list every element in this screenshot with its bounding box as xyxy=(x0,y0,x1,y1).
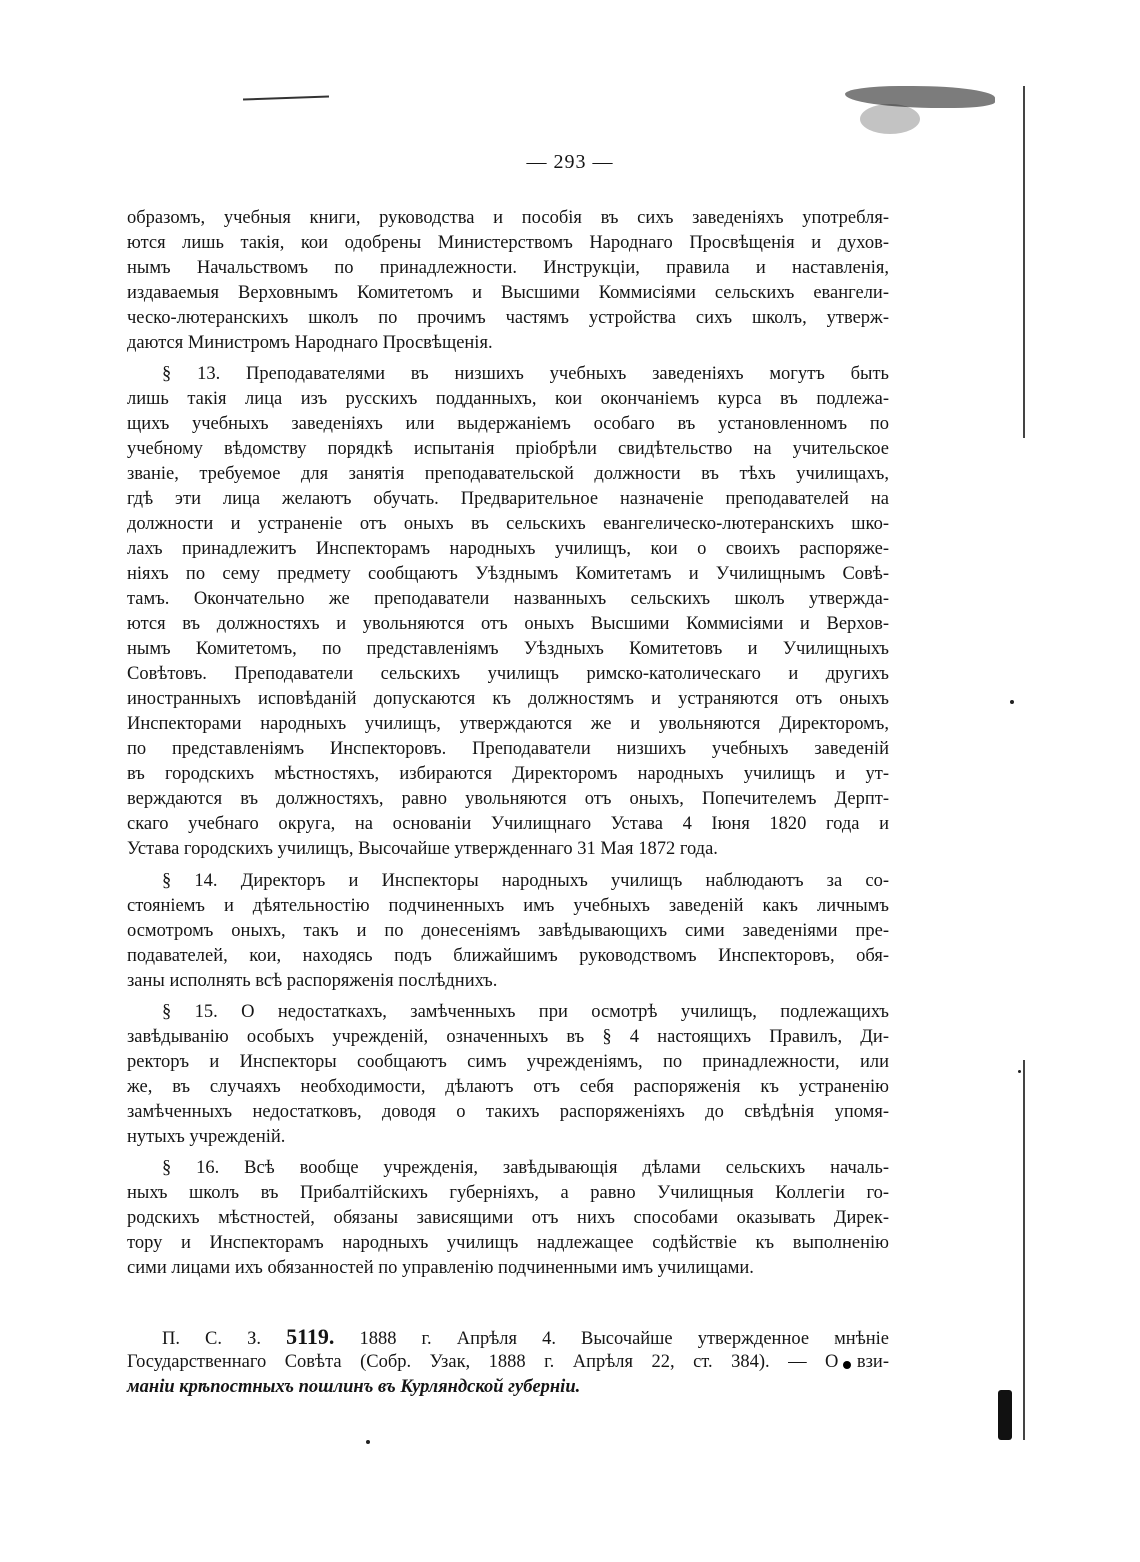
text-line: въ городскихъ мѣстностяхъ, избираются Директоромъ народныхъ училищъ и ут- xyxy=(127,764,889,784)
text-line: ются лишь такія, кои одобрены Министерствомъ Народнаго Просвѣщенія и духов- xyxy=(127,233,889,253)
text-line: стояніемъ и дѣятельностію подчиненныхъ имъ учебныхъ заведеній какъ личнымъ xyxy=(127,896,889,916)
text-line: званіе, требуемое для занятія преподавательской должности въ тѣхъ училищахъ, xyxy=(127,464,889,484)
text-line: тору и Инспекторамъ народныхъ училищъ надлежащее содѣйствіе къ выполненію xyxy=(127,1233,889,1253)
text-line: тамъ. Окончательно же преподаватели названныхъ сельскихъ школъ утвержда- xyxy=(127,589,889,609)
text-line: ныхъ школъ въ Прибалтійскихъ губерніяхъ, а равно Училищныя Коллегіи го- xyxy=(127,1183,889,1203)
decree-number: 5119. xyxy=(286,1324,335,1349)
text-line: осмотромъ оныхъ, такъ и по донесеніямъ завѣдывающихъ сими заведеніями пре- xyxy=(127,921,889,941)
scan-mark xyxy=(243,95,329,100)
text-line: завѣдыванію особыхъ учрежденій, означенныхъ въ § 4 настоящихъ Правилъ, Ди- xyxy=(127,1027,889,1047)
text-line: гдѣ эти лица желаютъ обучать. Предварительное назначеніе преподавателей на xyxy=(127,489,889,509)
scan-speckle xyxy=(1010,700,1014,704)
text-line: § 16. Всѣ вообще учрежденія, завѣдывающія дѣлами сельскихъ началь- xyxy=(162,1158,889,1178)
text-line: же, въ случаяхъ необходимости, дѣлаютъ отъ себя распоряженія къ устраненію xyxy=(127,1077,889,1097)
scan-edge-blot xyxy=(998,1390,1012,1440)
scan-edge-blot xyxy=(845,86,995,108)
decree-title: маніи крѣпостныхъ пошлинъ въ Курляндской губерніи. xyxy=(127,1377,581,1397)
scan-edge-line xyxy=(1023,86,1025,438)
text-line: ректоръ и Инспекторы сообщаютъ симъ учрежденіямъ, по принадлежности, или xyxy=(127,1052,889,1072)
text-line: должности и устраненіе отъ оныхъ въ сельскихъ евангелическо-лютеранскихъ шко- xyxy=(127,514,889,534)
text-line: верждаются въ должностяхъ, равно увольняются отъ оныхъ, Попечителемъ Дерпт- xyxy=(127,789,889,809)
text-line: иностранныхъ исповѣданій допускаются къ должностямъ и устраняются отъ оныхъ xyxy=(127,689,889,709)
text-line: лахъ принадлежитъ Инспекторамъ народныхъ училищъ, кои о своихъ распоряже- xyxy=(127,539,889,559)
page-number: — 293 — xyxy=(526,151,614,173)
text-line: скаго учебнаго округа, на основаніи Училищнаго Устава 4 Іюня 1820 года и xyxy=(127,814,889,834)
text-line: даются Министромъ Народнаго Просвѣщенія. xyxy=(127,333,493,353)
decree-date: 1888 г. Апрѣля 4. Высочайше утвержденное мнѣніе xyxy=(359,1329,890,1349)
decree-prefix: П. С. З. xyxy=(162,1329,261,1349)
text-line: подавателей, кои, находясь подъ ближайшимъ руководствомъ Инспекторовъ, обя- xyxy=(127,946,889,966)
decree-line-2: Государственнаго Совѣта (Собр. Узак, 1888 г. Апрѣля 22, ст. 384). — О взи- xyxy=(127,1352,889,1372)
text-line: § 13. Преподавателями въ низшихъ учебныхъ заведеніяхъ могутъ быть xyxy=(162,364,889,384)
scan-edge-blot xyxy=(860,104,920,134)
text-line: § 15. О недостаткахъ, замѣченныхъ при осмотрѣ училищъ, подлежащихъ xyxy=(162,1002,889,1022)
text-line: заны исполнять всѣ распоряженія послѣднихъ. xyxy=(127,971,498,991)
text-line: нутыхъ учрежденій. xyxy=(127,1127,286,1147)
scan-speckle xyxy=(1018,1070,1021,1073)
text-line: сими лицами ихъ обязанностей по управленію подчиненными имъ училищами. xyxy=(127,1258,754,1278)
text-line: Устава городскихъ училищъ, Высочайше утвержденнаго 31 Мая 1872 года. xyxy=(127,839,718,859)
text-line: образомъ, учебныя книги, руководства и пособія въ сихъ заведеніяхъ употребля- xyxy=(127,208,889,228)
text-line: родскихъ мѣстностей, обязаны зависящими отъ нихъ способами оказывать Дирек- xyxy=(127,1208,889,1228)
text-line: ніяхъ по сему предмету сообщаютъ Уѣзднымъ Комитетамъ и Училищнымъ Совѣ- xyxy=(127,564,889,584)
text-line: Совѣтовъ. Преподаватели сельскихъ училищъ римско-католическаго и другихъ xyxy=(127,664,889,684)
scan-edge-line xyxy=(1023,1060,1025,1440)
text-line: нымъ Начальствомъ по принадлежности. Инструкціи, правила и наставленія, xyxy=(127,258,889,278)
text-line: издаваемыя Верховнымъ Комитетомъ и Высшими Коммисіями сельскихъ евангели- xyxy=(127,283,889,303)
text-line: Инспекторами народныхъ училищъ, утверждаются же и увольняются Директоромъ, xyxy=(127,714,889,734)
text-line: щихъ учебныхъ заведеніяхъ или выдержаніемъ особаго въ установленномъ по xyxy=(127,414,889,434)
text-line: ческо-лютеранскихъ школъ по прочимъ частямъ устройства сихъ школъ, утверж- xyxy=(127,308,889,328)
text-line: нымъ Комитетомъ, по представленіямъ Уѣздныхъ Комитетовъ и Училищныхъ xyxy=(127,639,889,659)
text-line: по представленіямъ Инспекторовъ. Преподаватели низшихъ учебныхъ заведеній xyxy=(127,739,889,759)
text-line: учебному вѣдомству порядкѣ испытанія пріобрѣли свидѣтельство на учительское xyxy=(127,439,889,459)
text-line: § 14. Директоръ и Инспекторы народныхъ училищъ наблюдаютъ за со- xyxy=(162,871,889,891)
text-line: замѣченныхъ недостатковъ, доводя о такихъ распоряженіяхъ до свѣдѣнія упомя- xyxy=(127,1102,889,1122)
scan-speckle xyxy=(366,1440,370,1444)
decree-line-1 xyxy=(162,1325,889,1351)
text-line: лишь такія лица изъ русскихъ подданныхъ, кои окончаніемъ курса въ подлежа- xyxy=(127,389,889,409)
text-line: ются въ должностяхъ и увольняются отъ оныхъ Высшими Коммисіями и Верхов- xyxy=(127,614,889,634)
